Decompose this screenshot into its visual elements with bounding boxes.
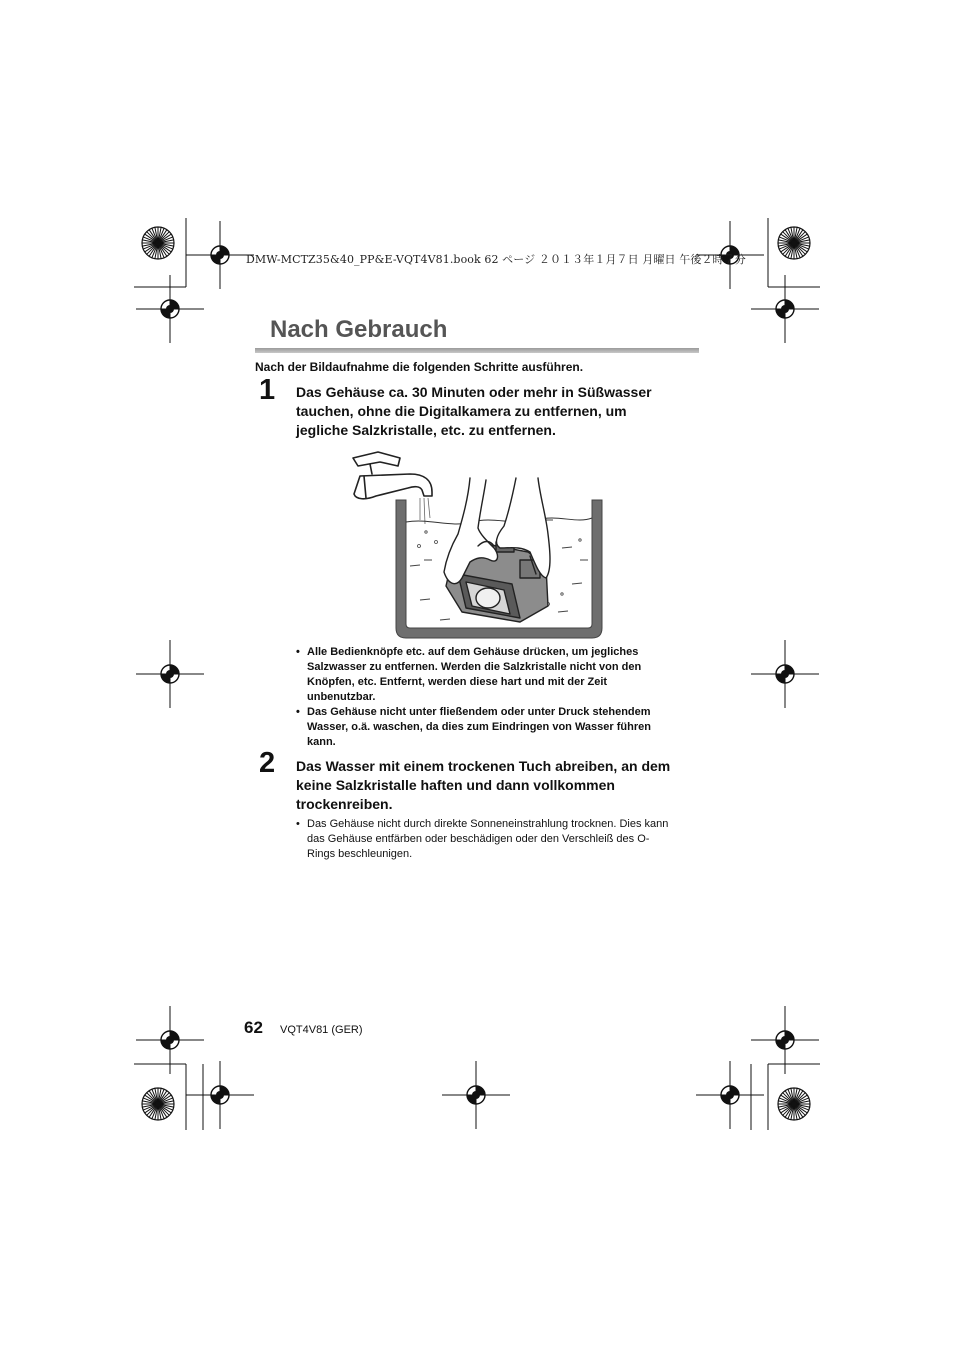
step-1-line: jegliche Salzkristalle, etc. zu entfernen.: [296, 422, 556, 438]
note-2: [296, 705, 651, 750]
print-header: DMW-MCTZ35&40_PP&E-VQT4V81.book 62 ページ ２０１３年１月７日 月曜日 午後２時７分: [246, 253, 746, 266]
intro-text: Nach der Bildaufnahme die folgenden Schritte ausführen.: [255, 360, 584, 374]
note-3: [296, 817, 669, 862]
step-1-text: [296, 383, 652, 440]
step-number-1: 1: [259, 374, 276, 406]
step-number-2: 2: [259, 747, 276, 779]
page-title: Nach Gebrauch: [270, 316, 448, 343]
step-1-line: Das Gehäuse ca. 30 Minuten oder mehr in Süßwasser: [296, 384, 652, 400]
document-code: VQT4V81 (GER): [280, 1024, 363, 1036]
step-2-line: trockenreiben.: [296, 796, 393, 812]
step-2-line: keine Salzkristalle haften und dann vollkommen: [296, 777, 615, 793]
note-line: Wasser, o.ä. waschen, da dies zum Eindringen von Wasser führen: [307, 721, 651, 733]
bullet: •: [296, 706, 300, 718]
note-line: Alle Bedienknöpfe etc. auf dem Gehäuse drücken, um jegliches: [307, 646, 639, 658]
title-rule: [255, 348, 699, 353]
note-line: unbenutzbar.: [307, 691, 376, 703]
page-number: 62: [244, 1018, 263, 1037]
bullet: •: [296, 646, 300, 658]
step-1-line: tauchen, ohne die Digitalkamera zu entfernen, um: [296, 403, 627, 419]
step-2-text: [296, 757, 670, 814]
note-line: Rings beschleunigen.: [307, 848, 413, 860]
note-line: das Gehäuse entfärben oder beschädigen oder den Verschleiß des O-: [307, 833, 650, 845]
note-1: [296, 645, 642, 705]
note-line: Knöpfen, etc. Entfernt, werden diese hart und mit der Zeit: [307, 676, 608, 688]
note-line: Das Gehäuse nicht unter fließendem oder unter Druck stehendem: [307, 706, 651, 718]
note-line: Das Gehäuse nicht durch direkte Sonneneinstrahlung trocknen. Dies kann: [307, 818, 669, 830]
bullet: •: [296, 818, 300, 830]
step-2-line: Das Wasser mit einem trockenen Tuch abreiben, an dem: [296, 758, 671, 774]
note-line: kann.: [307, 736, 336, 748]
note-line: Salzwasser zu entfernen. Werden die Salzkristalle nicht von den: [307, 661, 642, 673]
